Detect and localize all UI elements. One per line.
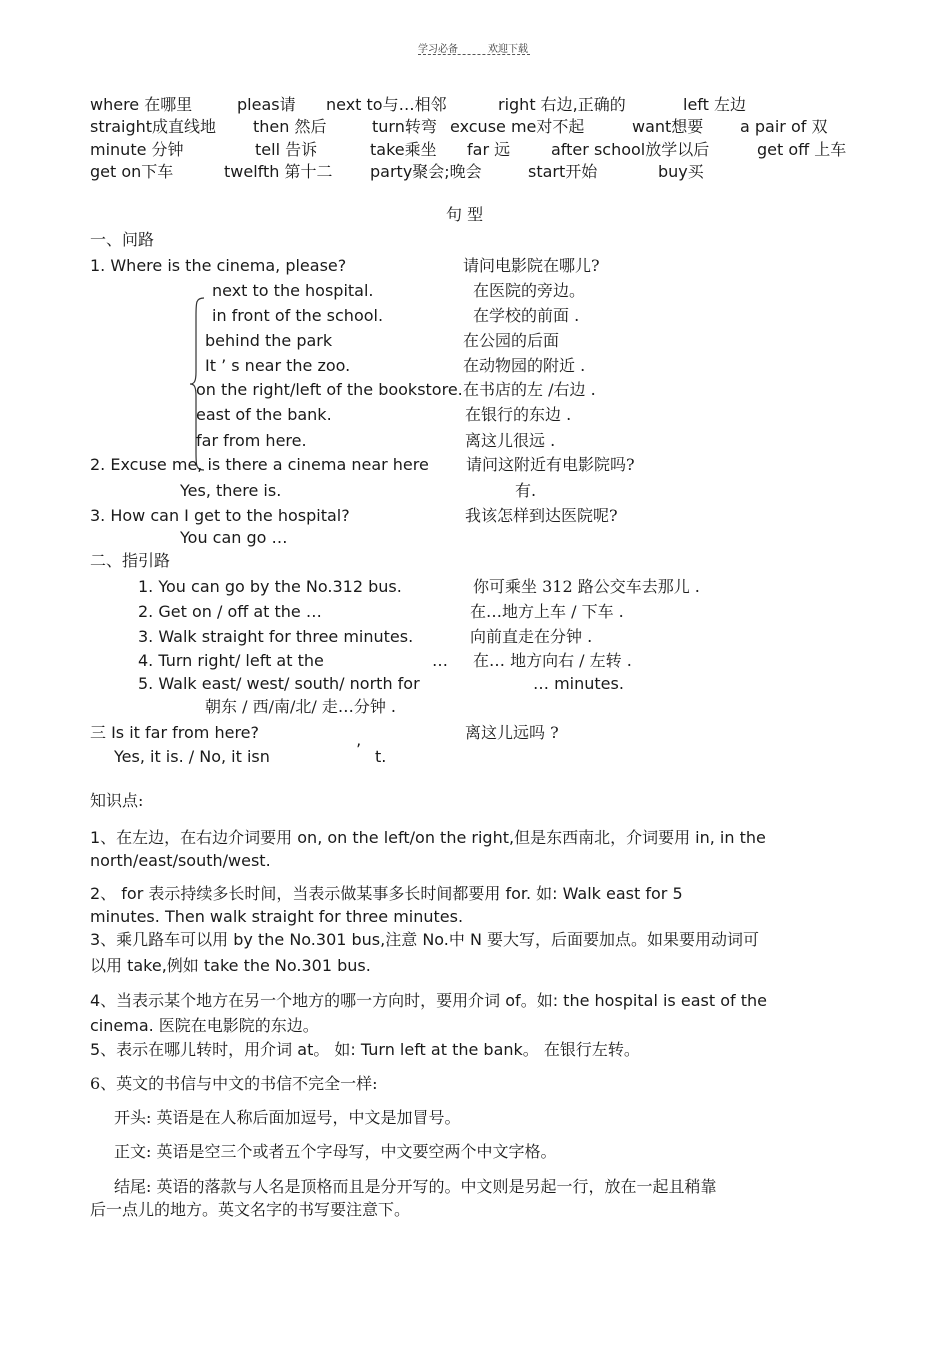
header-left: 学习必备 xyxy=(418,44,458,55)
list-item: 2. Get on / off at the … xyxy=(138,602,322,621)
vocab-item: left 左边 xyxy=(683,95,747,114)
vocab-item: party聚会;晚会 xyxy=(370,162,482,181)
answer-3: You can go … xyxy=(180,528,288,547)
note-2-line-1: 2、 for 表示持续多长时间，当表示做某事多长时间都要用 for. 如: Walk east for 5 xyxy=(90,884,683,903)
question-1: 1. Where is the cinema, please? xyxy=(90,256,347,275)
vocab-item: take乘坐 xyxy=(370,140,437,159)
vocab-item: right 右边,正确的 xyxy=(498,95,626,114)
vocab-item: turn转弯 xyxy=(372,117,437,136)
note-3-line-2: 以用 take,例如 take the No.301 bus. xyxy=(90,956,371,975)
list-item-tail: … minutes. xyxy=(533,674,624,693)
note-6-closing-line-1: 结尾: 英语的落款与人名是顶格而且是分开写的。中文则是另起一行，放在一起且稍靠 xyxy=(114,1177,717,1196)
answer-far-end: t. xyxy=(375,747,387,766)
list-item-zh: 你可乘坐 312 路公交车去那儿 . xyxy=(473,577,700,596)
vocab-item: twelfth 第十二 xyxy=(224,162,333,181)
ellipsis: … xyxy=(432,651,448,670)
vocab-item: get on下车 xyxy=(90,162,174,181)
answer-2: Yes, there is. xyxy=(180,481,282,500)
list-item-zh: 在… 地方向右 / 左转 . xyxy=(473,651,632,670)
vocab-item: get off 上车 xyxy=(757,140,847,159)
option-en: in front of the school. xyxy=(212,306,384,325)
answer-2-zh: 有. xyxy=(515,481,537,500)
section-heading-2: 二、指引路 xyxy=(90,551,171,570)
answer-far: Yes, it is. / No, it isn xyxy=(114,747,270,766)
list-item-zh: 在…地方上车 / 下车 . xyxy=(470,602,624,621)
note-5: 5、表示在哪儿转时，用介词 at。 如: Turn left at the bank。 在银行左转。 xyxy=(90,1040,640,1059)
list-item: 3. Walk straight for three minutes. xyxy=(138,627,414,646)
question-far: 三 Is it far from here? xyxy=(90,723,260,742)
list-item: 1. You can go by the No.312 bus. xyxy=(138,577,402,596)
header-right: 欢迎下载 xyxy=(488,44,528,55)
note-1-line-1: 1、在左边，在右边介词要用 on, on the left/on the right,但是东西南北，介词要用 in, in the xyxy=(90,828,766,847)
note-1-line-2: north/east/south/west. xyxy=(90,851,271,870)
note-6-body: 正文: 英语是空三个或者五个字母写，中文要空两个中文字格。 xyxy=(114,1142,557,1161)
vocab-item: start开始 xyxy=(528,162,598,181)
question-2: 2. Excuse me, is there a cinema near here xyxy=(90,455,429,474)
option-en: east of the bank. xyxy=(196,405,332,424)
vocab-item: straight成直线地 xyxy=(90,117,217,136)
option-zh: 在书店的左 /右边 . xyxy=(463,380,596,399)
vocab-item: want想要 xyxy=(632,117,704,136)
vocab-item: excuse me对不起 xyxy=(450,117,585,136)
vocab-item: next to与…相邻 xyxy=(326,95,447,114)
vocab-item: then 然后 xyxy=(253,117,327,136)
vocab-item: buy买 xyxy=(658,162,704,181)
option-en: behind the park xyxy=(205,331,333,350)
option-zh: 在银行的东边 . xyxy=(465,405,572,424)
section-title: 句 型 xyxy=(446,205,484,224)
option-zh: 在动物园的附近 . xyxy=(463,356,586,375)
note-6-closing-line-2: 后一点儿的地方。英文名字的书写要注意下。 xyxy=(90,1200,411,1219)
header-divider xyxy=(418,54,530,55)
vocab-item: minute 分钟 xyxy=(90,140,184,159)
vocab-item: tell 告诉 xyxy=(255,140,318,159)
vocab-item: a pair of 双 xyxy=(740,117,828,136)
option-zh: 在医院的旁边。 xyxy=(473,281,586,300)
option-en: far from here. xyxy=(196,431,307,450)
option-zh: 在公园的后面 xyxy=(463,331,560,350)
note-6: 6、英文的书信与中文的书信不完全一样: xyxy=(90,1074,378,1093)
list-item: 5. Walk east/ west/ south/ north for xyxy=(138,674,420,693)
list-item-zh: 朝东 / 西/南/北/ 走…分钟 . xyxy=(205,697,396,716)
option-zh: 离这儿很远 . xyxy=(465,431,556,450)
option-en: on the right/left of the bookstore. xyxy=(196,380,463,399)
question-3-zh: 我该怎样到达医院呢? xyxy=(465,506,618,525)
option-zh: 在学校的前面 . xyxy=(473,306,580,325)
notes-heading: 知识点: xyxy=(90,791,144,810)
note-4-line-1: 4、当表示某个地方在另一个地方的哪一方向时，要用介词 of。如: the hospital is east of the xyxy=(90,991,767,1010)
vocab-item: pleas请 xyxy=(237,95,296,114)
question-1-zh: 请问电影院在哪儿? xyxy=(463,256,600,275)
section-heading-1: 一、问路 xyxy=(90,230,155,249)
vocab-item: where 在哪里 xyxy=(90,95,193,114)
question-2-zh: 请问这附近有电影院吗? xyxy=(466,455,635,474)
note-3-line-1: 3、乘几路车可以用 by the No.301 bus,注意 No.中 N 要大写，后面要加点。如果要用动词可 xyxy=(90,930,760,949)
vocab-item: far 远 xyxy=(467,140,511,159)
question-3: 3. How can I get to the hospital? xyxy=(90,506,350,525)
vocab-item: after school放学以后 xyxy=(551,140,710,159)
list-item-zh: 向前直走在分钟 . xyxy=(470,627,593,646)
note-4-line-2: cinema. 医院在电影院的东边。 xyxy=(90,1016,319,1035)
option-en: next to the hospital. xyxy=(212,281,374,300)
list-item: 4. Turn right/ left at the xyxy=(138,651,324,670)
note-2-line-2: minutes. Then walk straight for three minutes. xyxy=(90,907,464,926)
note-6-opening: 开头: 英语是在人称后面加逗号，中文是加冒号。 xyxy=(114,1108,461,1127)
option-en: It ’ s near the zoo. xyxy=(205,356,351,375)
apostrophe: ’ xyxy=(356,740,362,759)
question-far-zh: 离这儿远吗 ? xyxy=(465,723,559,742)
